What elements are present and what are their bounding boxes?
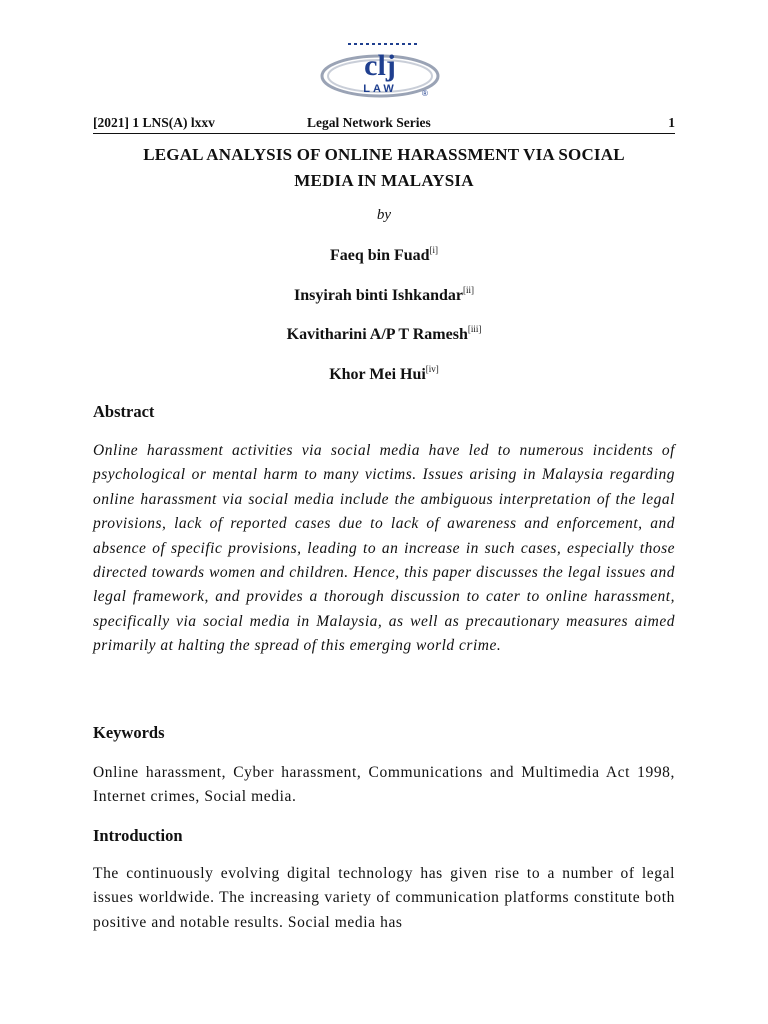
author-note[interactable]: [iv] <box>425 364 439 374</box>
abstract-heading: Abstract <box>93 402 155 421</box>
author-3 <box>93 324 675 344</box>
introduction-heading: Introduction <box>93 826 183 845</box>
logo-wordmark: clj <box>364 49 396 82</box>
clj-law-logo-icon <box>318 40 448 102</box>
author-1 <box>93 245 675 265</box>
byline: by <box>376 207 392 223</box>
title-line-2: MEDIA IN MALAYSIA <box>294 171 474 190</box>
author-name: Kavitharini A/P T Ramesh <box>286 326 468 343</box>
author-4 <box>93 364 675 384</box>
title-line-1: LEGAL ANALYSIS OF ONLINE HARASSMENT VIA SOCIAL <box>143 145 625 164</box>
keywords-heading: Keywords <box>93 723 165 742</box>
author-note[interactable]: [ii] <box>462 285 474 295</box>
keywords-text: Online harassment, Cyber harassment, Communications and Multimedia Act 1998, Internet crimes, Social media. <box>93 764 675 806</box>
author-note[interactable]: [iii] <box>467 324 482 334</box>
introduction-text: The continuously evolving digital technology has given rise to a number of legal issues worldwide. The increasing variety of communication platforms constitute both positive and notable results. Social media has <box>93 865 675 931</box>
logo-registered-mark: ® <box>422 89 428 98</box>
header-citation: [2021] 1 LNS(A) lxxv <box>93 115 215 130</box>
running-header <box>93 115 675 134</box>
author-name: Insyirah binti Ishkandar <box>294 287 463 304</box>
logo-subtext: LAW <box>363 83 397 95</box>
author-name: Faeq bin Fuad <box>329 247 430 264</box>
author-note[interactable]: [i] <box>429 245 439 255</box>
paper-title <box>93 142 675 194</box>
header-page-number: 1 <box>668 115 675 130</box>
abstract-text: Online harassment activities via social media have led to numerous incidents of psychological or mental harm to many victims. Issues arising in Malaysia regarding online harassment via social media include the ambiguous interpretation of the legal provisions, lack of reported cases due to lack of awareness and enforcement, and absence of specific provisions, leading to an increase in such cases, especially those directed towards women and children. Hence, this paper discusses the legal issues and legal framework, and provides a thorough discussion to cater to online harassment, specifically via social media in Malaysia, as well as precautionary measures aimed primarily at halting the spread of this emerging world crime. <box>93 442 675 655</box>
author-2 <box>93 285 675 305</box>
author-name: Khor Mei Hui <box>329 366 426 383</box>
clj-law-logo <box>318 40 448 102</box>
header-series: Legal Network Series <box>307 115 431 130</box>
